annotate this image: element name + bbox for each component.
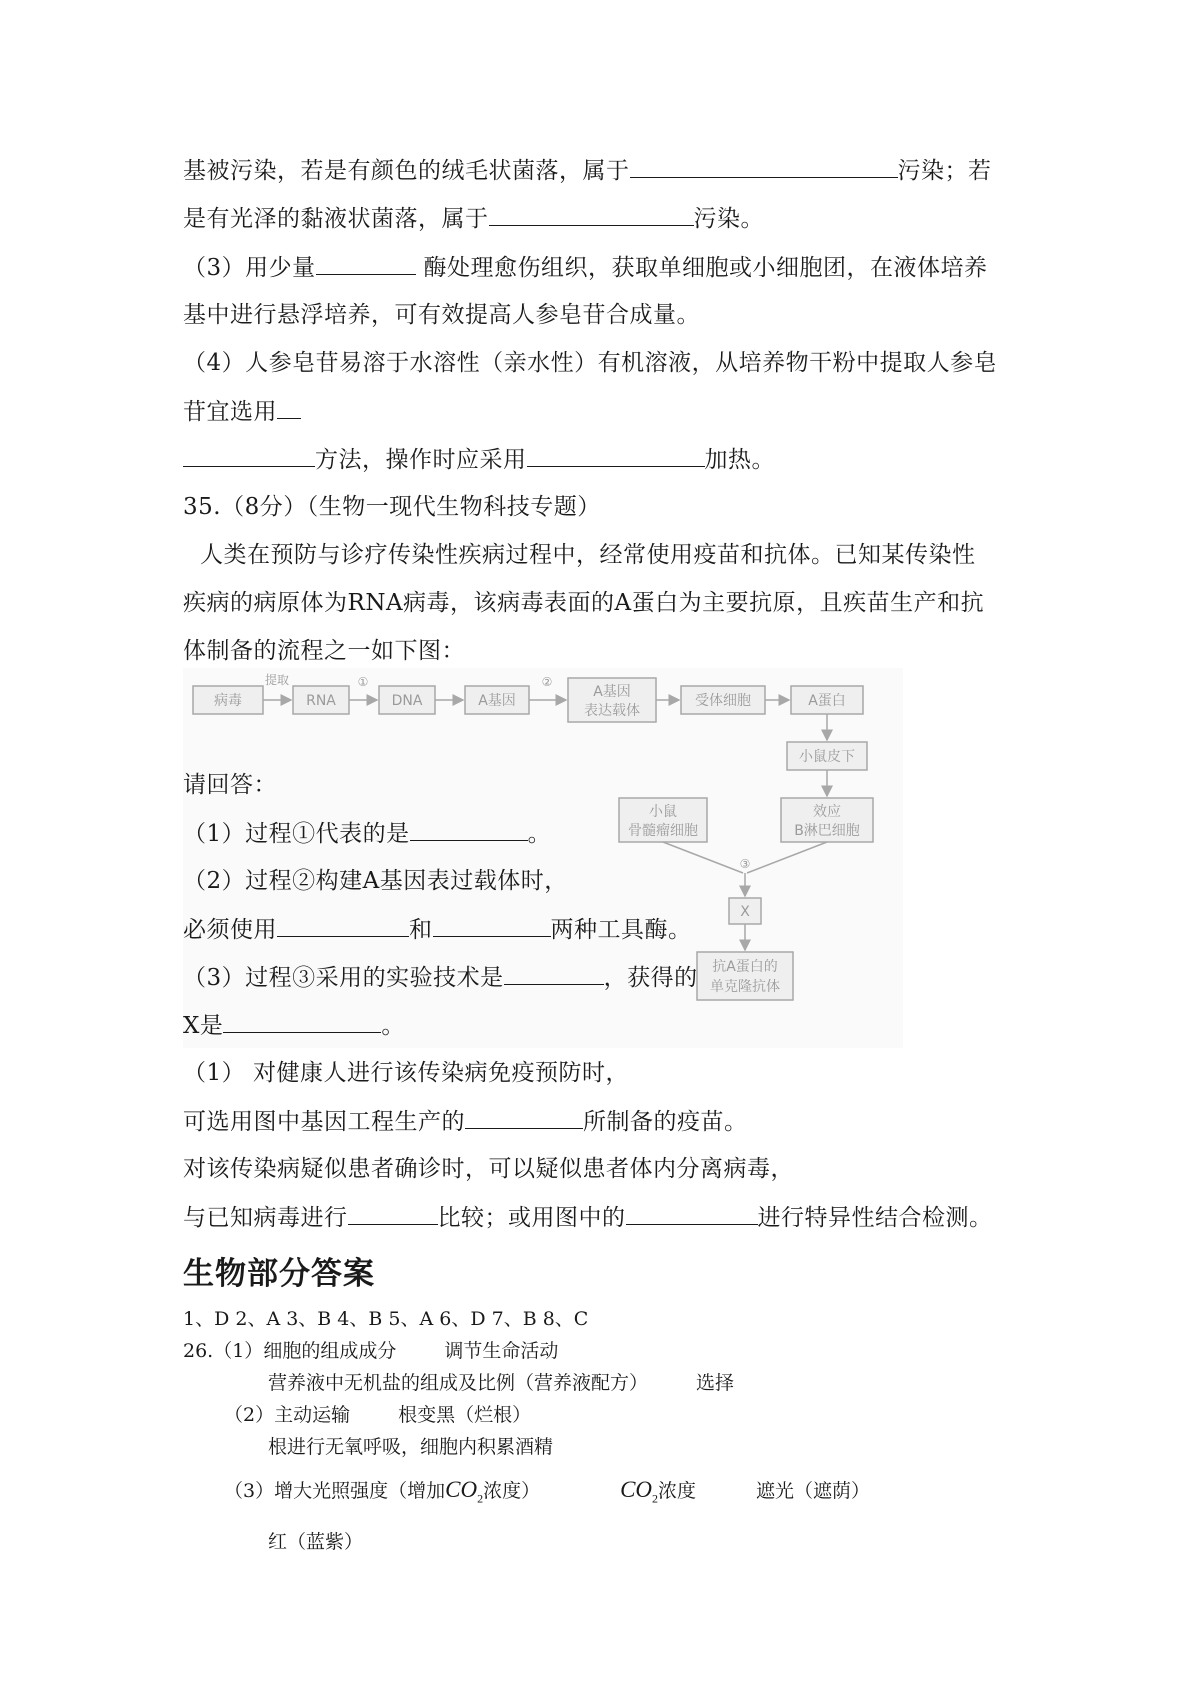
step-1-label: ①	[357, 675, 369, 689]
answer-26-3: （3）增大光照强度（增加$CO_2$浓度） $CO_2$浓度 遮光（遮荫）	[224, 1477, 871, 1506]
step-3-label: ③	[739, 857, 751, 871]
myeloma-label-1: 小鼠	[649, 804, 677, 820]
antibody-label-2: 单克隆抗体	[710, 979, 780, 995]
mouse-label: 小鼠皮下	[799, 749, 855, 765]
protein-box	[791, 686, 863, 714]
q35-sub-2a: （2）过程②构建A基因表过载体时，	[183, 868, 568, 894]
myeloma-label-2: 骨髓瘤细胞	[628, 823, 698, 839]
q34-line-2: 是有光泽的黏液状菌落，属于 污染。	[183, 203, 764, 234]
q34-line-5: （4）人参皂苷易溶于水溶性（亲水性）有机溶液，从培养物干粉中提取人参皂	[183, 350, 998, 376]
gene-label: A基因	[478, 693, 516, 709]
answer-blank[interactable]	[433, 914, 551, 937]
antibody-box	[697, 952, 793, 1000]
answers-multiple-choice: 1、D 2、A 3、B 4、B 5、A 6、D 7、B 8、C	[183, 1308, 589, 1330]
extract-label: 提取	[264, 673, 290, 687]
answer-blank[interactable]	[489, 203, 694, 226]
answer-blank[interactable]	[630, 155, 898, 178]
gene-box	[465, 686, 529, 714]
bcell-label-2: B淋巴细胞	[794, 823, 860, 839]
answer-26-3-cont: 红（蓝紫）	[268, 1531, 364, 1553]
q35-header: 35.（8分）（生物一现代生物科技专题）	[183, 494, 601, 520]
x-label: X	[740, 904, 750, 920]
rna-label: RNA	[306, 693, 336, 709]
antibody-label-1: 抗A蛋白的	[712, 959, 778, 975]
q34-line-7: 方法，操作时应采用 加热。	[183, 444, 775, 475]
x-box	[729, 898, 761, 924]
answer-blank[interactable]	[410, 818, 528, 841]
answer-26-2: （2）主动运输 根变黑（烂根）	[224, 1404, 532, 1426]
host-cell-label: 受体细胞	[695, 693, 751, 709]
q35-intro-1: 人类在预防与诊疗传染性疾病过程中，经常使用疫苗和抗体。已知某传染性	[200, 542, 976, 568]
q35-sub-4c: 对该传染病疑似患者确诊时，可以疑似患者体内分离病毒，	[183, 1156, 794, 1182]
q35-sub-3b: X是 。	[183, 1010, 405, 1041]
answer-26-1-cont: 营养液中无机盐的组成及比例（营养液配方） 选择	[268, 1372, 735, 1394]
answer-blank[interactable]	[223, 1010, 381, 1033]
bcell-box	[781, 798, 873, 842]
myeloma-box	[619, 798, 707, 842]
bcell-label-1: 效应	[813, 804, 841, 820]
co2-formula: $CO_2$	[445, 1477, 484, 1506]
q34-line-4: 基中进行悬浮培养，可有效提高人参皂苷合成量。	[183, 302, 700, 328]
co2-formula: $CO_2$	[620, 1477, 659, 1506]
answer-blank[interactable]	[465, 1106, 583, 1129]
answer-26-2-cont: 根进行无氧呼吸，细胞内积累酒精	[268, 1436, 554, 1458]
dna-label: DNA	[391, 693, 423, 709]
answer-blank[interactable]	[527, 444, 705, 467]
q35-sub-1: （1）过程①代表的是 。	[183, 818, 551, 849]
answer-blank[interactable]	[277, 914, 409, 937]
vector-label-1: A基因	[593, 684, 631, 700]
answer-26-1: 26.（1）细胞的组成成分 调节生命活动	[183, 1340, 559, 1362]
protein-label: A蛋白	[808, 693, 846, 709]
answer-blank[interactable]	[277, 396, 301, 419]
q35-sub-3a: （3）过程③采用的实验技术是 ，获得的	[183, 962, 698, 993]
virus-label: 病毒	[214, 693, 242, 709]
q34-line-3: （3）用少量 酶处理愈伤组织，获取单细胞或小细胞团，在液体培养	[183, 252, 987, 283]
q35-sub-4b: 可选用图中基因工程生产的 所制备的疫苗。	[183, 1106, 748, 1137]
q35-intro-3: 体制备的流程之一如下图：	[183, 638, 465, 664]
q35-prompt: 请回答：	[183, 772, 277, 798]
vector-label-2: 表达载体	[584, 703, 640, 719]
host-cell-box	[681, 686, 765, 714]
q34-line-1: 基被污染，若是有颜色的绒毛状菌落，属于 污染；若	[183, 155, 992, 186]
answer-blank[interactable]	[348, 1202, 438, 1225]
step-2-label: ②	[541, 675, 553, 689]
q35-sub-4a: （1） 对健康人进行该传染病免疫预防时，	[183, 1060, 629, 1086]
answer-blank[interactable]	[504, 962, 604, 985]
q35-intro-2: 疾病的病原体为RNA病毒，该病毒表面的A蛋白为主要抗原，且疾苗生产和抗	[183, 590, 985, 616]
answers-title: 生物部分答案	[183, 1256, 375, 1292]
dna-box	[379, 686, 435, 714]
q34-line-6: 苷宜选用	[183, 396, 301, 427]
answer-blank[interactable]	[183, 444, 315, 467]
answer-blank[interactable]	[316, 252, 416, 275]
mouse-box	[787, 742, 867, 770]
answer-blank[interactable]	[626, 1202, 758, 1225]
vector-box	[568, 678, 656, 722]
rna-box	[293, 686, 349, 714]
virus-box	[193, 686, 263, 714]
q35-sub-4d: 与已知病毒进行 比较；或用图中的 进行特异性结合检测。	[183, 1202, 993, 1233]
q35-sub-2b: 必须使用 和 两种工具酶。	[183, 914, 692, 945]
